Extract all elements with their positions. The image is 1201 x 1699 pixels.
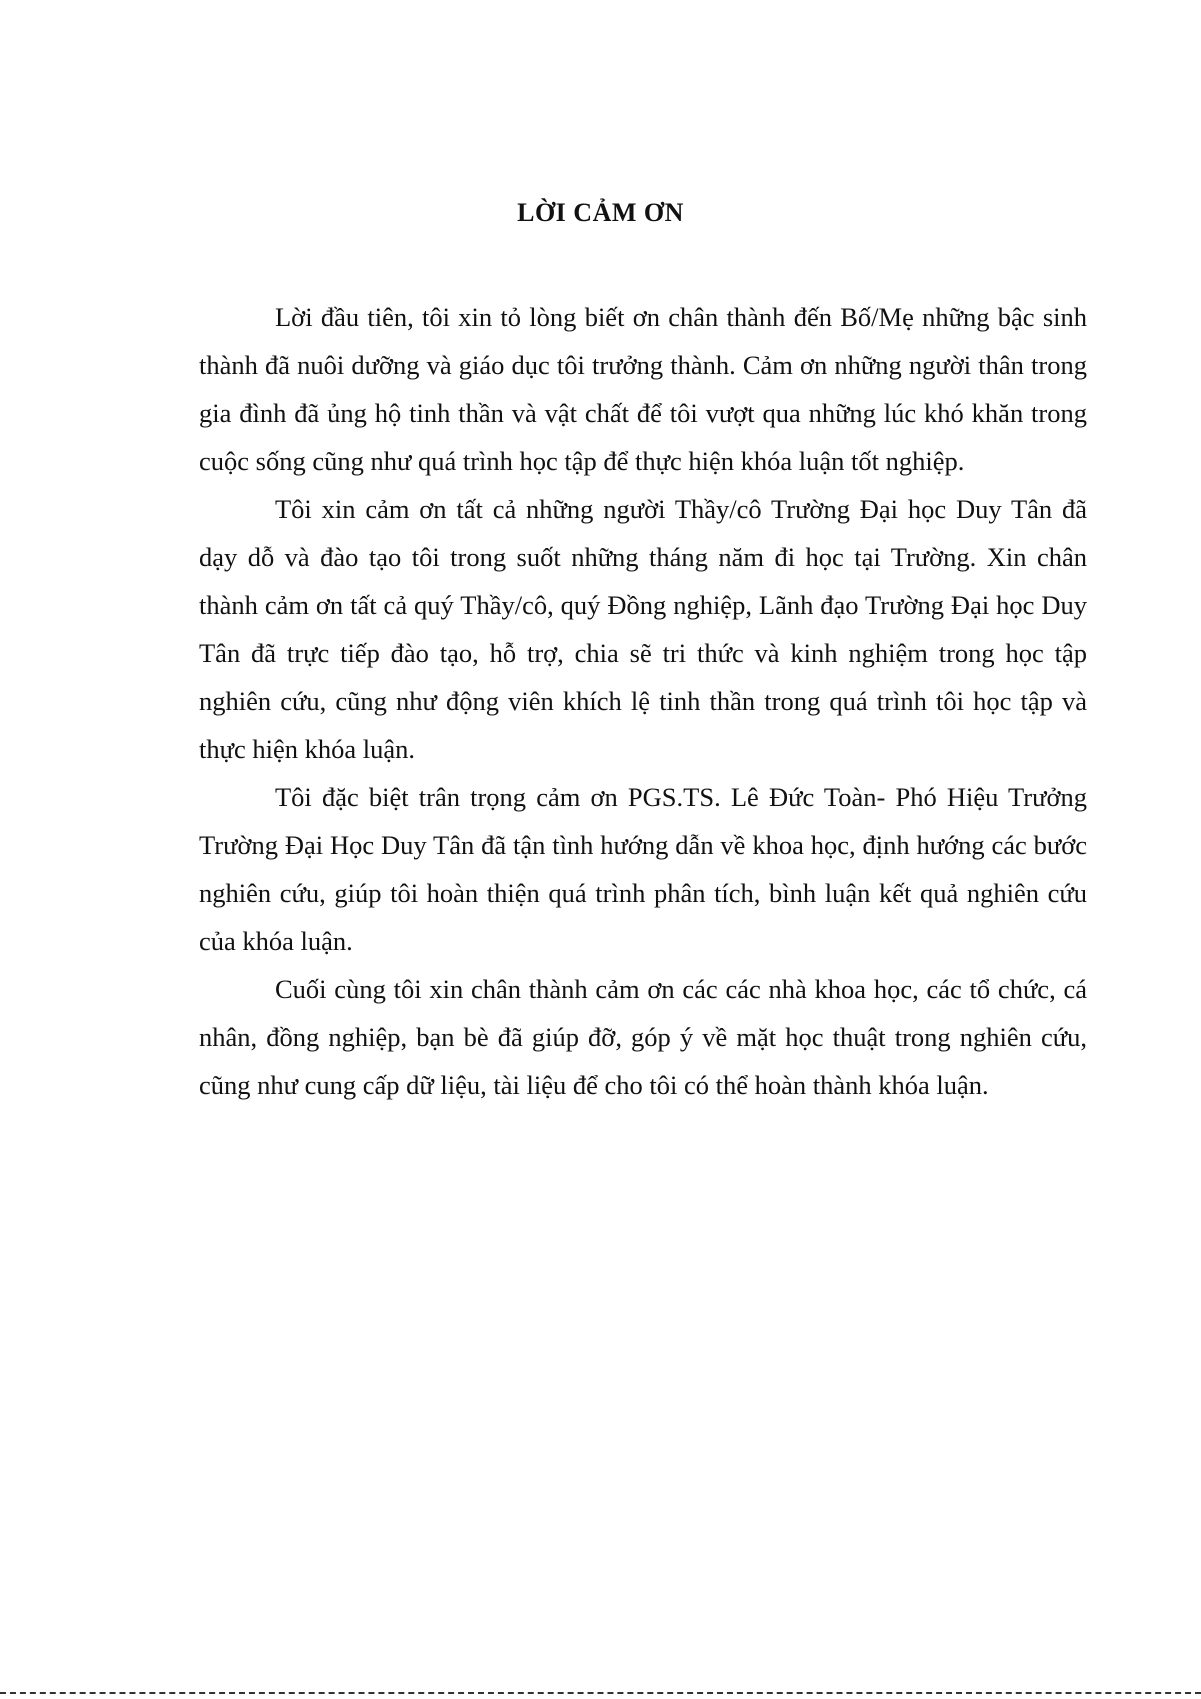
page-bottom-divider <box>0 1692 1201 1696</box>
paragraph-1: Lời đầu tiên, tôi xin tỏ lòng biết ơn chân thành đến Bố/Mẹ những bậc sinh thành đã nuôi dưỡng và giáo dục tôi trưởng thành. Cảm ơn những người thân trong gia đình đã ủng hộ tinh thần và vật chất để tôi vượt qua những lúc khó khăn trong cuộc sống cũng như quá trình học tập để thực hiện khóa luận tốt nghiệp. <box>199 302 1087 476</box>
paragraph-4: Cuối cùng tôi xin chân thành cảm ơn các các nhà khoa học, các tổ chức, cá nhân, đồng nghiệp, bạn bè đã giúp đỡ, góp ý về mặt học thuật trong nghiên cứu, cũng như cung cấp dữ liệu, tài liệu để cho tôi có thể hoàn thành khóa luận. <box>199 974 1087 1100</box>
paragraph-3: Tôi đặc biệt trân trọng cảm ơn PGS.TS. Lê Đức Toàn- Phó Hiệu Trưởng Trường Đại Học Duy Tân đã tận tình hướng dẫn về khoa học, định hướng các bước nghiên cứu, giúp tôi hoàn thiện quá trình phân tích, bình luận kết quả nghiên cứu của khóa luận. <box>199 782 1087 956</box>
document-body <box>199 293 1087 1109</box>
page-title: LỜI CẢM ƠN <box>517 198 684 227</box>
paragraph-2: Tôi xin cảm ơn tất cả những người Thầy/cô Trường Đại học Duy Tân đã dạy dỗ và đào tạo tôi trong suốt những tháng năm đi học tại Trường. Xin chân thành cảm ơn tất cả quý Thầy/cô, quý Đồng nghiệp, Lãnh đạo Trường Đại học Duy Tân đã trực tiếp đào tạo, hỗ trợ, chia sẽ tri thức và kinh nghiệm trong học tập nghiên cứu, cũng như động viên khích lệ tinh thần trong quá trình tôi học tập và thực hiện khóa luận. <box>199 494 1087 764</box>
